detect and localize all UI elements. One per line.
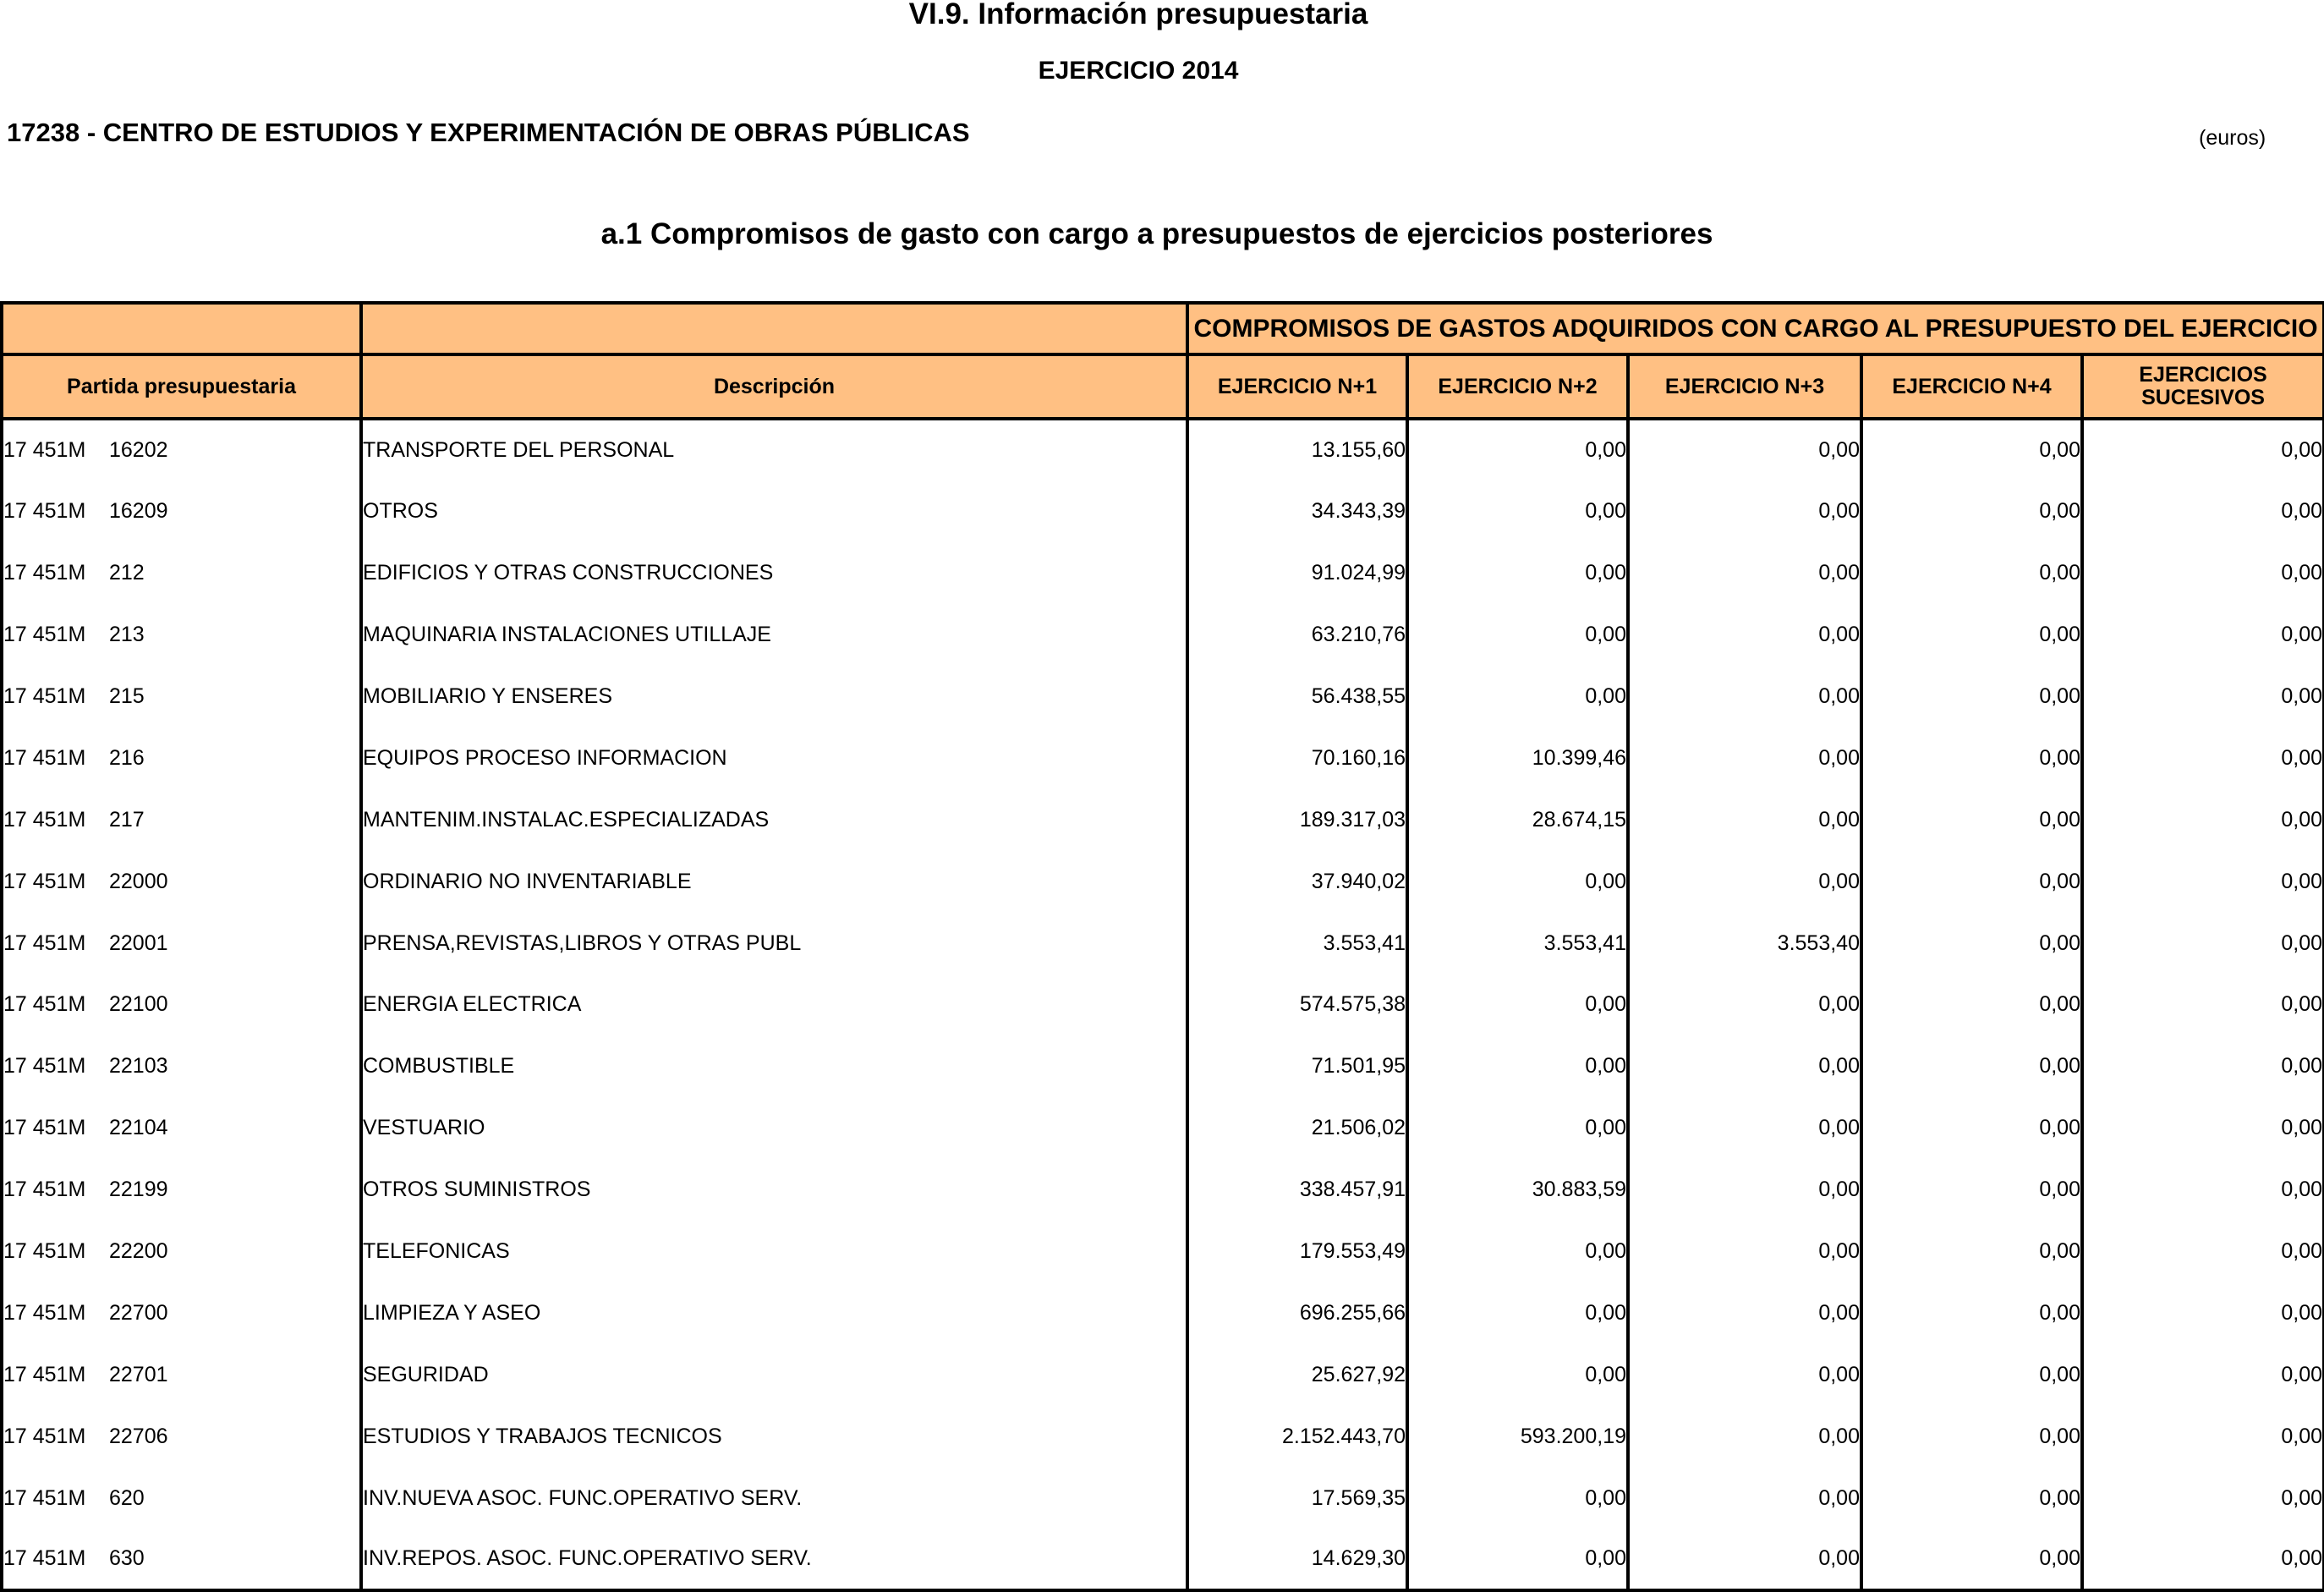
cell-descripcion: VESTUARIO	[361, 1097, 1187, 1159]
concept-code: 22200	[109, 1239, 168, 1264]
cell-sucesivos: 0,00	[2082, 1221, 2324, 1282]
cell-partida	[2, 542, 361, 604]
cell-n2: 3.553,41	[1407, 912, 1628, 974]
program-code: 17 451M	[3, 930, 86, 955]
cell-n1: 179.553,49	[1187, 1221, 1407, 1282]
cell-partida	[2, 1282, 361, 1343]
cell-partida	[2, 604, 361, 666]
concept-code: 216	[109, 745, 145, 770]
cell-descripcion: SEGURIDAD	[361, 1343, 1187, 1405]
table-row	[2, 1529, 2324, 1590]
section-title: a.1 Compromisos de gasto con cargo a presupuestos de ejercicios posteriores	[600, 217, 1713, 250]
group-header: COMPROMISOS DE GASTOS ADQUIRIDOS CON CARGO AL PRESUPUESTO DEL EJERCICIO	[1187, 303, 2324, 354]
table-row	[2, 1221, 2324, 1282]
table-row	[2, 1282, 2324, 1343]
cell-sucesivos: 0,00	[2082, 480, 2324, 542]
table-row	[2, 480, 2324, 542]
cell-partida	[2, 1467, 361, 1529]
cell-sucesivos: 0,00	[2082, 1467, 2324, 1529]
cell-n4: 0,00	[1861, 604, 2082, 666]
cell-n4: 0,00	[1861, 1529, 2082, 1590]
cell-sucesivos: 0,00	[2082, 542, 2324, 604]
cell-descripcion: ESTUDIOS Y TRABAJOS TECNICOS	[361, 1405, 1187, 1467]
cell-partida	[2, 419, 361, 480]
cell-n3: 0,00	[1628, 419, 1861, 480]
cell-n4: 0,00	[1861, 419, 2082, 480]
cell-sucesivos: 0,00	[2082, 974, 2324, 1035]
cell-n3: 0,00	[1628, 1405, 1861, 1467]
cell-n2: 593.200,19	[1407, 1405, 1628, 1467]
table-row	[2, 666, 2324, 727]
program-code: 17 451M	[3, 869, 86, 893]
cell-n2: 0,00	[1407, 542, 1628, 604]
table-row	[2, 1159, 2324, 1221]
concept-code: 22701	[109, 1362, 168, 1386]
table-row	[2, 912, 2324, 974]
cell-partida	[2, 480, 361, 542]
cell-descripcion: TELEFONICAS	[361, 1221, 1187, 1282]
cell-n2: 0,00	[1407, 604, 1628, 666]
program-code: 17 451M	[3, 1300, 86, 1325]
cell-descripcion: COMBUSTIBLE	[361, 1035, 1187, 1097]
cell-n2: 0,00	[1407, 1529, 1628, 1590]
cell-n1: 70.160,16	[1187, 727, 1407, 788]
cell-sucesivos: 0,00	[2082, 1282, 2324, 1343]
cell-sucesivos: 0,00	[2082, 727, 2324, 788]
cell-descripcion: PRENSA,REVISTAS,LIBROS Y OTRAS PUBL	[361, 912, 1187, 974]
cell-sucesivos: 0,00	[2082, 1343, 2324, 1405]
cell-sucesivos: 0,00	[2082, 1035, 2324, 1097]
table-row	[2, 1035, 2324, 1097]
concept-code: 22700	[109, 1300, 168, 1325]
cell-n4: 0,00	[1861, 1467, 2082, 1529]
cell-descripcion: LIMPIEZA Y ASEO	[361, 1282, 1187, 1343]
header-blank-descripcion	[361, 303, 1187, 354]
cell-n1: 34.343,39	[1187, 480, 1407, 542]
column-header-sucesivos: EJERCICIOS SUCESIVOS	[2082, 354, 2324, 419]
cell-descripcion: TRANSPORTE DEL PERSONAL	[361, 419, 1187, 480]
table-body	[2, 419, 2324, 1590]
cell-n3: 0,00	[1628, 1035, 1861, 1097]
cell-n1: 91.024,99	[1187, 542, 1407, 604]
concept-code: 22199	[109, 1178, 168, 1202]
cell-n4: 0,00	[1861, 788, 2082, 850]
column-header-partida: Partida presupuestaria	[2, 354, 361, 419]
column-header-descripcion: Descripción	[361, 354, 1187, 419]
cell-partida	[2, 727, 361, 788]
cell-descripcion: EDIFICIOS Y OTRAS CONSTRUCCIONES	[361, 542, 1187, 604]
cell-descripcion: OTROS	[361, 480, 1187, 542]
cell-n4: 0,00	[1861, 727, 2082, 788]
cell-partida	[2, 1405, 361, 1467]
cell-n1: 13.155,60	[1187, 419, 1407, 480]
cell-sucesivos: 0,00	[2082, 1097, 2324, 1159]
cell-n1: 14.629,30	[1187, 1529, 1407, 1590]
cell-n2: 30.883,59	[1407, 1159, 1628, 1221]
table-row	[2, 1467, 2324, 1529]
cell-n1: 21.506,02	[1187, 1097, 1407, 1159]
cell-n2: 0,00	[1407, 419, 1628, 480]
concept-code: 16202	[109, 438, 168, 463]
cell-n3: 3.553,40	[1628, 912, 1861, 974]
header-blank-partida	[2, 303, 361, 354]
program-code: 17 451M	[3, 1239, 86, 1264]
concept-code: 22000	[109, 869, 168, 893]
cell-n4: 0,00	[1861, 1282, 2082, 1343]
program-code: 17 451M	[3, 1054, 86, 1079]
concept-code: 620	[109, 1485, 145, 1510]
cell-n2: 0,00	[1407, 1097, 1628, 1159]
cell-partida	[2, 850, 361, 912]
cell-n4: 0,00	[1861, 850, 2082, 912]
cell-n3: 0,00	[1628, 727, 1861, 788]
cell-partida	[2, 1159, 361, 1221]
cell-n2: 0,00	[1407, 480, 1628, 542]
entity-name: 17238 - CENTRO DE ESTUDIOS Y EXPERIMENTACIÓN DE OBRAS PÚBLICAS	[7, 118, 970, 147]
cell-partida	[2, 912, 361, 974]
cell-descripcion: MANTENIM.INSTALAC.ESPECIALIZADAS	[361, 788, 1187, 850]
cell-partida	[2, 666, 361, 727]
cell-n2: 0,00	[1407, 1282, 1628, 1343]
table-row	[2, 604, 2324, 666]
concept-code: 22100	[109, 992, 168, 1017]
concept-code: 213	[109, 623, 145, 647]
cell-partida	[2, 974, 361, 1035]
table-row	[2, 788, 2324, 850]
cell-n3: 0,00	[1628, 542, 1861, 604]
concept-code: 22104	[109, 1116, 168, 1140]
concept-code: 22103	[109, 1054, 168, 1079]
cell-n2: 0,00	[1407, 850, 1628, 912]
program-code: 17 451M	[3, 684, 86, 708]
cell-n2: 28.674,15	[1407, 788, 1628, 850]
program-code: 17 451M	[3, 1362, 86, 1386]
cell-partida	[2, 1529, 361, 1590]
column-header-n1: EJERCICIO N+1	[1187, 354, 1407, 419]
cell-sucesivos: 0,00	[2082, 788, 2324, 850]
cell-n2: 0,00	[1407, 666, 1628, 727]
cell-n4: 0,00	[1861, 912, 2082, 974]
cell-partida	[2, 1097, 361, 1159]
concept-code: 22706	[109, 1424, 168, 1448]
program-code: 17 451M	[3, 1546, 86, 1571]
column-header-n4: EJERCICIO N+4	[1861, 354, 2082, 419]
cell-sucesivos: 0,00	[2082, 912, 2324, 974]
table-row	[2, 850, 2324, 912]
cell-n3: 0,00	[1628, 1097, 1861, 1159]
cell-n2: 0,00	[1407, 1343, 1628, 1405]
cell-partida	[2, 1221, 361, 1282]
concept-code: 630	[109, 1546, 145, 1571]
cell-n3: 0,00	[1628, 604, 1861, 666]
concept-code: 22001	[109, 930, 168, 955]
cell-n1: 2.152.443,70	[1187, 1405, 1407, 1467]
cell-partida	[2, 1035, 361, 1097]
table-row	[2, 1405, 2324, 1467]
cell-n3: 0,00	[1628, 1221, 1861, 1282]
cell-n3: 0,00	[1628, 1282, 1861, 1343]
cell-n3: 0,00	[1628, 480, 1861, 542]
cell-n4: 0,00	[1861, 1159, 2082, 1221]
column-header-n3: EJERCICIO N+3	[1628, 354, 1861, 419]
cell-n4: 0,00	[1861, 666, 2082, 727]
program-code: 17 451M	[3, 499, 86, 524]
cell-descripcion: INV.REPOS. ASOC. FUNC.OPERATIVO SERV.	[361, 1529, 1187, 1590]
program-code: 17 451M	[3, 992, 86, 1017]
program-code: 17 451M	[3, 438, 86, 463]
cell-n3: 0,00	[1628, 1343, 1861, 1405]
currency-units: (euros)	[2199, 126, 2266, 150]
cell-sucesivos: 0,00	[2082, 666, 2324, 727]
cell-n1: 71.501,95	[1187, 1035, 1407, 1097]
cell-descripcion: ENERGIA ELECTRICA	[361, 974, 1187, 1035]
table-row	[2, 974, 2324, 1035]
concept-code: 215	[109, 684, 145, 708]
cell-descripcion: MOBILIARIO Y ENSERES	[361, 666, 1187, 727]
cell-n3: 0,00	[1628, 788, 1861, 850]
concept-code: 217	[109, 807, 145, 832]
fiscal-year: EJERCICIO 2014	[1038, 57, 1239, 85]
cell-descripcion: INV.NUEVA ASOC. FUNC.OPERATIVO SERV.	[361, 1467, 1187, 1529]
cell-n2: 10.399,46	[1407, 727, 1628, 788]
column-header-n2: EJERCICIO N+2	[1407, 354, 1628, 419]
program-code: 17 451M	[3, 1116, 86, 1140]
cell-descripcion: EQUIPOS PROCESO INFORMACION	[361, 727, 1187, 788]
cell-n4: 0,00	[1861, 542, 2082, 604]
table-row	[2, 542, 2324, 604]
cell-partida	[2, 1343, 361, 1405]
table-row	[2, 1097, 2324, 1159]
concept-code: 16209	[109, 499, 168, 524]
cell-n1: 25.627,92	[1187, 1343, 1407, 1405]
cell-n3: 0,00	[1628, 1467, 1861, 1529]
cell-descripcion: MAQUINARIA INSTALACIONES UTILLAJE	[361, 604, 1187, 666]
cell-n1: 696.255,66	[1187, 1282, 1407, 1343]
table-row	[2, 727, 2324, 788]
program-code: 17 451M	[3, 1485, 86, 1510]
table-header	[2, 303, 2324, 419]
cell-n2: 0,00	[1407, 1467, 1628, 1529]
cell-n1: 37.940,02	[1187, 850, 1407, 912]
cell-n1: 63.210,76	[1187, 604, 1407, 666]
cell-n2: 0,00	[1407, 1221, 1628, 1282]
cell-sucesivos: 0,00	[2082, 419, 2324, 480]
program-code: 17 451M	[3, 807, 86, 832]
cell-sucesivos: 0,00	[2082, 850, 2324, 912]
cell-n3: 0,00	[1628, 666, 1861, 727]
cell-n1: 17.569,35	[1187, 1467, 1407, 1529]
cell-n4: 0,00	[1861, 1035, 2082, 1097]
cell-sucesivos: 0,00	[2082, 1159, 2324, 1221]
table-row	[2, 419, 2324, 480]
cell-n2: 0,00	[1407, 974, 1628, 1035]
cell-n1: 338.457,91	[1187, 1159, 1407, 1221]
cell-n1: 574.575,38	[1187, 974, 1407, 1035]
program-code: 17 451M	[3, 1424, 86, 1448]
program-code: 17 451M	[3, 623, 86, 647]
cell-descripcion: ORDINARIO NO INVENTARIABLE	[361, 850, 1187, 912]
page-title: VI.9. Información presupuestaria	[908, 0, 1368, 30]
cell-descripcion: OTROS SUMINISTROS	[361, 1159, 1187, 1221]
cell-n4: 0,00	[1861, 1405, 2082, 1467]
program-code: 17 451M	[3, 561, 86, 585]
cell-n1: 56.438,55	[1187, 666, 1407, 727]
cell-n4: 0,00	[1861, 1097, 2082, 1159]
cell-sucesivos: 0,00	[2082, 604, 2324, 666]
cell-n1: 189.317,03	[1187, 788, 1407, 850]
cell-n4: 0,00	[1861, 480, 2082, 542]
cell-partida	[2, 788, 361, 850]
cell-n4: 0,00	[1861, 974, 2082, 1035]
cell-n3: 0,00	[1628, 1529, 1861, 1590]
commitments-table	[0, 301, 2324, 1592]
cell-sucesivos: 0,00	[2082, 1529, 2324, 1590]
cell-n3: 0,00	[1628, 1159, 1861, 1221]
table-row	[2, 1343, 2324, 1405]
cell-sucesivos: 0,00	[2082, 1405, 2324, 1467]
concept-code: 212	[109, 561, 145, 585]
cell-n3: 0,00	[1628, 850, 1861, 912]
cell-n2: 0,00	[1407, 1035, 1628, 1097]
cell-n3: 0,00	[1628, 974, 1861, 1035]
cell-n1: 3.553,41	[1187, 912, 1407, 974]
cell-n4: 0,00	[1861, 1343, 2082, 1405]
program-code: 17 451M	[3, 1178, 86, 1202]
cell-n4: 0,00	[1861, 1221, 2082, 1282]
program-code: 17 451M	[3, 745, 86, 770]
